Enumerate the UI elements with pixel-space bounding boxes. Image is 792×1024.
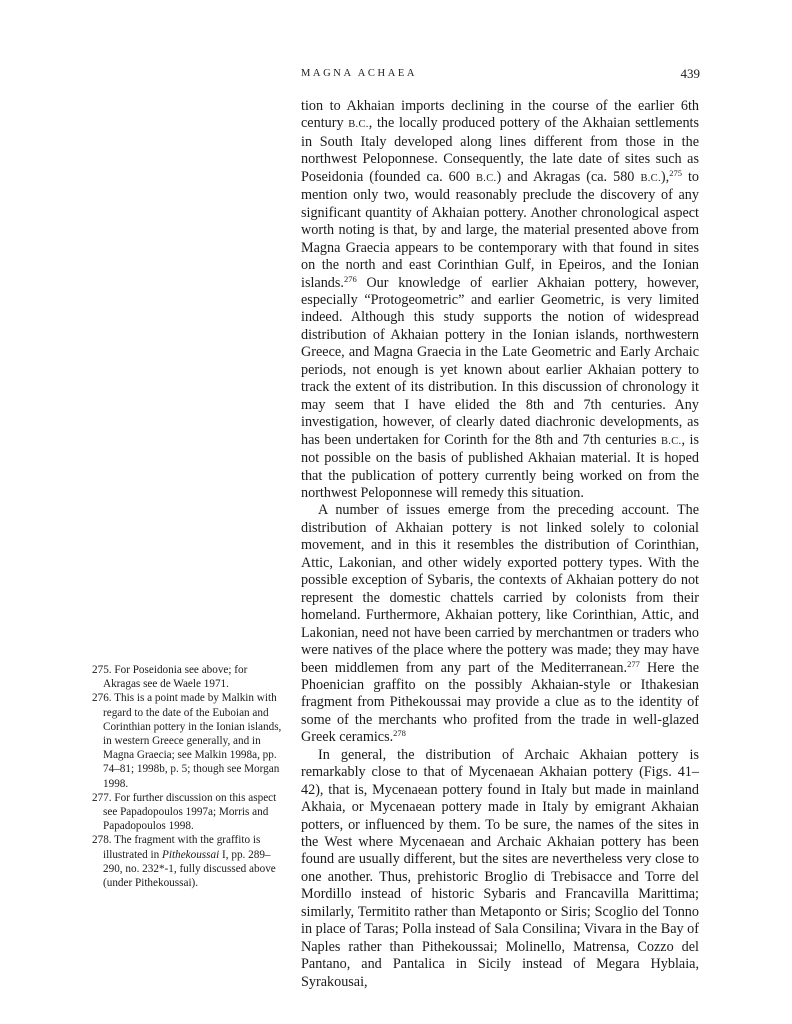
paragraph-2: A number of issues emerge from the preceding account. The distribution of Akhaian pottery is not linked solely to colonial movement, and in this it resembles the distribution of Corinthian, Attic, Lakonian, and other widely exported pottery types. With the possible exception of Sybaris, the contexts of Akhaian pottery do not represent the domestic chattels carried by colonists from their homeland. Furthermore, Akhaian pottery, like Corinthian, Attic, and Lakonian, need not have been carried by merchantmen or traders who were natives of the place where the pottery was made; they may have been middlemen from any part of the Mediterranean.$^{277}$ Here the Phoenician graffito on the possibly Akhaian-style or Ithakesian fragment from Pithekoussai may provide a clue as to the identity of some of the merchants who profited from the trade in well-glazed Greek ceramics.$^{278}$ (301, 502, 699, 746)
footnote-278: 278. The fragment with the graffito is illustrated in Pithekoussai I, pp. 289–290, no. 232*-1, fully discussed above (under Pithekoussai). (92, 834, 276, 890)
footnote-277: 277. For further discussion on this aspect see Papadopoulos 1997a; Morris and Papadopoulos 1998. (92, 791, 277, 833)
era-abbrev: B.C. (348, 119, 369, 131)
paragraph-3: In general, the distribution of Archaic Akhaian pottery is remarkably close to that of Mycenaean Akhaian pottery (Figs. 41–42), that is, Mycenaean pottery found in Italy but made in mainland Akhaia, or Mycenaean pottery made in Italy by emigrant Akhaian potters, or influenced by them. To be sure, the names of the sites in the West where Mycenaean and Archaic Akhaian pottery has been found are usually different, but the sites are nevertheless very close to one another. Thus, prehistoric Broglio di Trebisacce and Torre del Mordillo instead of historic Sybaris and Francavilla Marittima; similarly, Termitito rather than Metaponto or Siris; Scoglio del Tonno in place of Taras; Polla instead of Sala Consilina; Vivara in the Bay of Naples rather than Pithekoussai; Molinello, Matrensa, Cozzo del Pantano, and Pantalica in Sicily instead of Megara Hyblaia, Syrakousai, (301, 746, 699, 990)
paragraph-1: tion to Akhaian imports declining in the course of the earlier 6th century B.C., the locally produced pottery of the Akhaian settlements in South Italy developed along lines different from those in the northwest Peloponnese. Consequently, the late date of sites such as Poseidonia (founded ca. 600 B.C.) and Akragas (ca. 580 B.C.),$^{275}$ to mention only two, would reasonably preclude the discovery of any significant quantity of Akhaian pottery. Another chronological aspect worth noting is that, by and large, the material presented above from Magna Graecia appears to be contemporary with that found in sites on the north and east Corinthian Gulf, in Epeiros, and the Ionian islands.$^{276}$ Our knowledge of earlier Akhaian pottery, however, especially “Protogeometric” and earlier Geometric, is very limited indeed. Although this study supports the notion of widespread distribution of Akhaian pottery in the Ionian islands, northwestern Greece, and Magna Graecia in the Late Geometric and Early Archaic periods, not enough is yet known about earlier Akhaian pottery to track the extent of its distribution. In this discussion of chronology it may seem that I have elided the 8th and 7th centuries. Any investigation, however, of clearly dated diachronic developments, as has been undertaken for Corinth for the 8th and 7th centuries B.C., is not possible on the basis of published Akhaian material. It is hoped that the publication of pottery currently being worked on from the northwest Peloponnese will remedy this situation. (301, 98, 699, 501)
running-head: MAGNA ACHAEA (301, 68, 418, 79)
era-abbrev: B.C. (640, 172, 661, 184)
era-abbrev: B.C. (661, 435, 682, 447)
footnote-ref-278[interactable]: 278 (393, 728, 406, 739)
main-text (301, 98, 699, 991)
footnotes (92, 663, 282, 890)
footnote-ref-276[interactable]: 276 (343, 273, 357, 284)
page-number: 439 (680, 66, 700, 81)
footnote-275: 275. For Poseidonia see above; for Akragas see de Waele 1971. (92, 664, 248, 691)
book-title: Pithekoussai (162, 848, 220, 861)
footnote-276: 276. This is a point made by Malkin with regard to the date of the Euboian and Corinthian pottery in the Ionian islands, in western Greece generally, and in Magna Graecia; see Malkin 1998a, pp. 74–81; 1998b, p. 5; though see Morgan 1998. (92, 692, 282, 790)
era-abbrev: B.C. (476, 172, 497, 184)
footnote-ref-275[interactable]: 275 (669, 167, 682, 178)
footnote-ref-277[interactable]: 277 (627, 658, 640, 669)
